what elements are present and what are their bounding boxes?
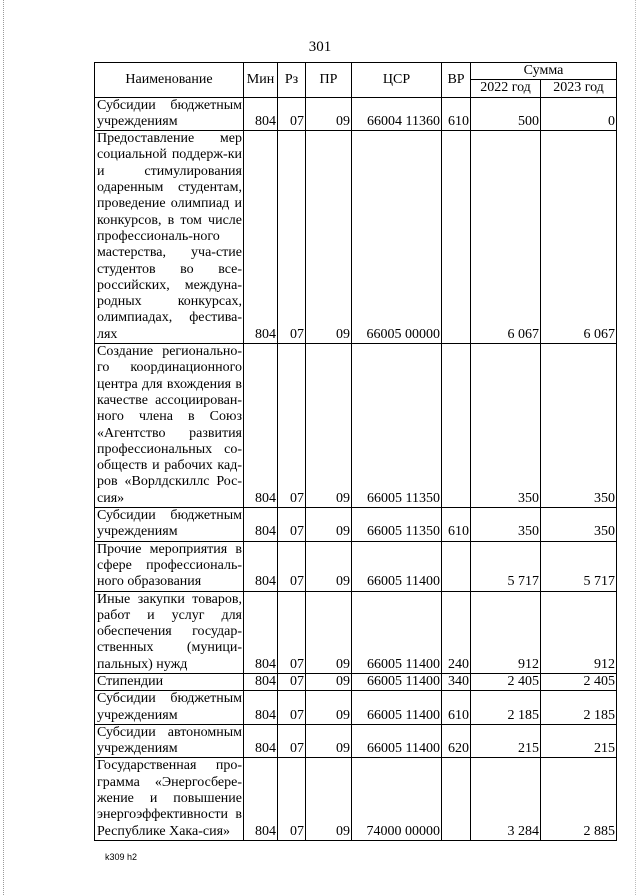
row-csr: 66005 00000 bbox=[352, 131, 442, 344]
row-min: 804 bbox=[244, 724, 278, 758]
row-2022: 215 bbox=[471, 724, 541, 758]
row-name: Стипендии bbox=[95, 673, 244, 690]
table-row bbox=[95, 591, 617, 673]
row-csr: 66005 11400 bbox=[352, 591, 442, 673]
row-name: Иные закупки товаров, работ и услуг для обеспечения государ-ственных (муници-пальных) нужд bbox=[95, 591, 244, 673]
table-row bbox=[95, 508, 617, 542]
row-min: 804 bbox=[244, 541, 278, 591]
row-2023: 2 885 bbox=[541, 758, 617, 840]
header-vr: ВР bbox=[442, 63, 471, 98]
row-csr: 66005 11400 bbox=[352, 673, 442, 690]
table-row bbox=[95, 541, 617, 591]
table-row bbox=[95, 758, 617, 840]
row-vr bbox=[442, 758, 471, 840]
row-rz: 07 bbox=[278, 344, 306, 508]
table-row bbox=[95, 344, 617, 508]
row-vr bbox=[442, 541, 471, 591]
row-name: Субсидии автономным учреждениям bbox=[95, 724, 244, 758]
row-pr: 09 bbox=[306, 758, 352, 840]
table-row bbox=[95, 724, 617, 758]
header-2023: 2023 год bbox=[541, 80, 617, 97]
row-csr: 74000 00000 bbox=[352, 758, 442, 840]
row-2023: 350 bbox=[541, 508, 617, 542]
row-min: 804 bbox=[244, 97, 278, 131]
row-2022: 5 717 bbox=[471, 541, 541, 591]
row-csr: 66005 11400 bbox=[352, 691, 442, 725]
row-rz: 07 bbox=[278, 673, 306, 690]
row-2023: 912 bbox=[541, 591, 617, 673]
header-2022: 2022 год bbox=[471, 80, 541, 97]
row-2023: 2 185 bbox=[541, 691, 617, 725]
row-pr: 09 bbox=[306, 508, 352, 542]
row-csr: 66005 11350 bbox=[352, 508, 442, 542]
row-rz: 07 bbox=[278, 758, 306, 840]
row-vr: 610 bbox=[442, 691, 471, 725]
row-min: 804 bbox=[244, 131, 278, 344]
row-2022: 6 067 bbox=[471, 131, 541, 344]
row-2022: 2 405 bbox=[471, 673, 541, 690]
row-pr: 09 bbox=[306, 344, 352, 508]
row-pr: 09 bbox=[306, 691, 352, 725]
row-2023: 0 bbox=[541, 97, 617, 131]
table-row bbox=[95, 691, 617, 725]
row-min: 804 bbox=[244, 508, 278, 542]
scan-edge-right bbox=[635, 0, 636, 895]
header-sum: Сумма bbox=[471, 63, 617, 80]
row-vr bbox=[442, 344, 471, 508]
row-csr: 66005 11350 bbox=[352, 344, 442, 508]
row-2023: 2 405 bbox=[541, 673, 617, 690]
row-name: Предоставление мер социальной поддерж-ки и стимулирования одаренным студентам, проведение олимпиад и конкурсов, в том числе профессиональ-ного мастерства, уча-стие студентов во все-российских, междуна-родных конкурсах, олимпиадах, фестива-лях bbox=[95, 131, 244, 344]
row-min: 804 bbox=[244, 591, 278, 673]
row-pr: 09 bbox=[306, 541, 352, 591]
header-rz: Рз bbox=[278, 63, 306, 98]
row-2023: 5 717 bbox=[541, 541, 617, 591]
row-2022: 2 185 bbox=[471, 691, 541, 725]
row-pr: 09 bbox=[306, 673, 352, 690]
row-vr: 240 bbox=[442, 591, 471, 673]
table-row bbox=[95, 673, 617, 690]
row-rz: 07 bbox=[278, 691, 306, 725]
row-2022: 912 bbox=[471, 591, 541, 673]
row-name: Субсидии бюджетным учреждениям bbox=[95, 97, 244, 131]
row-2023: 215 bbox=[541, 724, 617, 758]
header-pr: ПР bbox=[306, 63, 352, 98]
row-rz: 07 bbox=[278, 591, 306, 673]
row-min: 804 bbox=[244, 673, 278, 690]
row-2022: 350 bbox=[471, 508, 541, 542]
row-vr bbox=[442, 131, 471, 344]
row-rz: 07 bbox=[278, 131, 306, 344]
header-csr: ЦСР bbox=[352, 63, 442, 98]
row-pr: 09 bbox=[306, 724, 352, 758]
row-2022: 500 bbox=[471, 97, 541, 131]
table-row bbox=[95, 97, 617, 131]
budget-table bbox=[94, 62, 617, 841]
row-csr: 66005 11400 bbox=[352, 724, 442, 758]
row-name: Прочие мероприятия в сфере профессиональ-ного образования bbox=[95, 541, 244, 591]
header-name: Наименование bbox=[95, 63, 244, 98]
header-min: Мин bbox=[244, 63, 278, 98]
scan-edge-left bbox=[3, 0, 4, 895]
row-min: 804 bbox=[244, 758, 278, 840]
page-number: 301 bbox=[308, 39, 332, 55]
row-csr: 66005 11400 bbox=[352, 541, 442, 591]
row-2022: 350 bbox=[471, 344, 541, 508]
row-vr: 610 bbox=[442, 97, 471, 131]
row-min: 804 bbox=[244, 344, 278, 508]
row-2023: 350 bbox=[541, 344, 617, 508]
row-rz: 07 bbox=[278, 97, 306, 131]
row-2023: 6 067 bbox=[541, 131, 617, 344]
row-pr: 09 bbox=[306, 131, 352, 344]
row-vr: 340 bbox=[442, 673, 471, 690]
row-rz: 07 bbox=[278, 724, 306, 758]
row-name: Субсидии бюджетным учреждениям bbox=[95, 691, 244, 725]
row-pr: 09 bbox=[306, 97, 352, 131]
row-vr: 610 bbox=[442, 508, 471, 542]
row-name: Создание регионально-го координационного центра для вхождения в качестве ассоциирован-ного члена в Союз «Агентство развития профессиональных со-обществ и рабочих кад-ров «Ворлдскиллс Рос-сия» bbox=[95, 344, 244, 508]
row-min: 804 bbox=[244, 691, 278, 725]
table-row bbox=[95, 131, 617, 344]
row-vr: 620 bbox=[442, 724, 471, 758]
row-rz: 07 bbox=[278, 541, 306, 591]
footer-code: k309 h2 bbox=[105, 852, 138, 862]
row-pr: 09 bbox=[306, 591, 352, 673]
row-name: Субсидии бюджетным учреждениям bbox=[95, 508, 244, 542]
row-csr: 66004 11360 bbox=[352, 97, 442, 131]
row-rz: 07 bbox=[278, 508, 306, 542]
row-2022: 3 284 bbox=[471, 758, 541, 840]
row-name: Государственная про-грамма «Энергосбере-жение и повышение энергоэффективности в Республике Хака-сия» bbox=[95, 758, 244, 840]
